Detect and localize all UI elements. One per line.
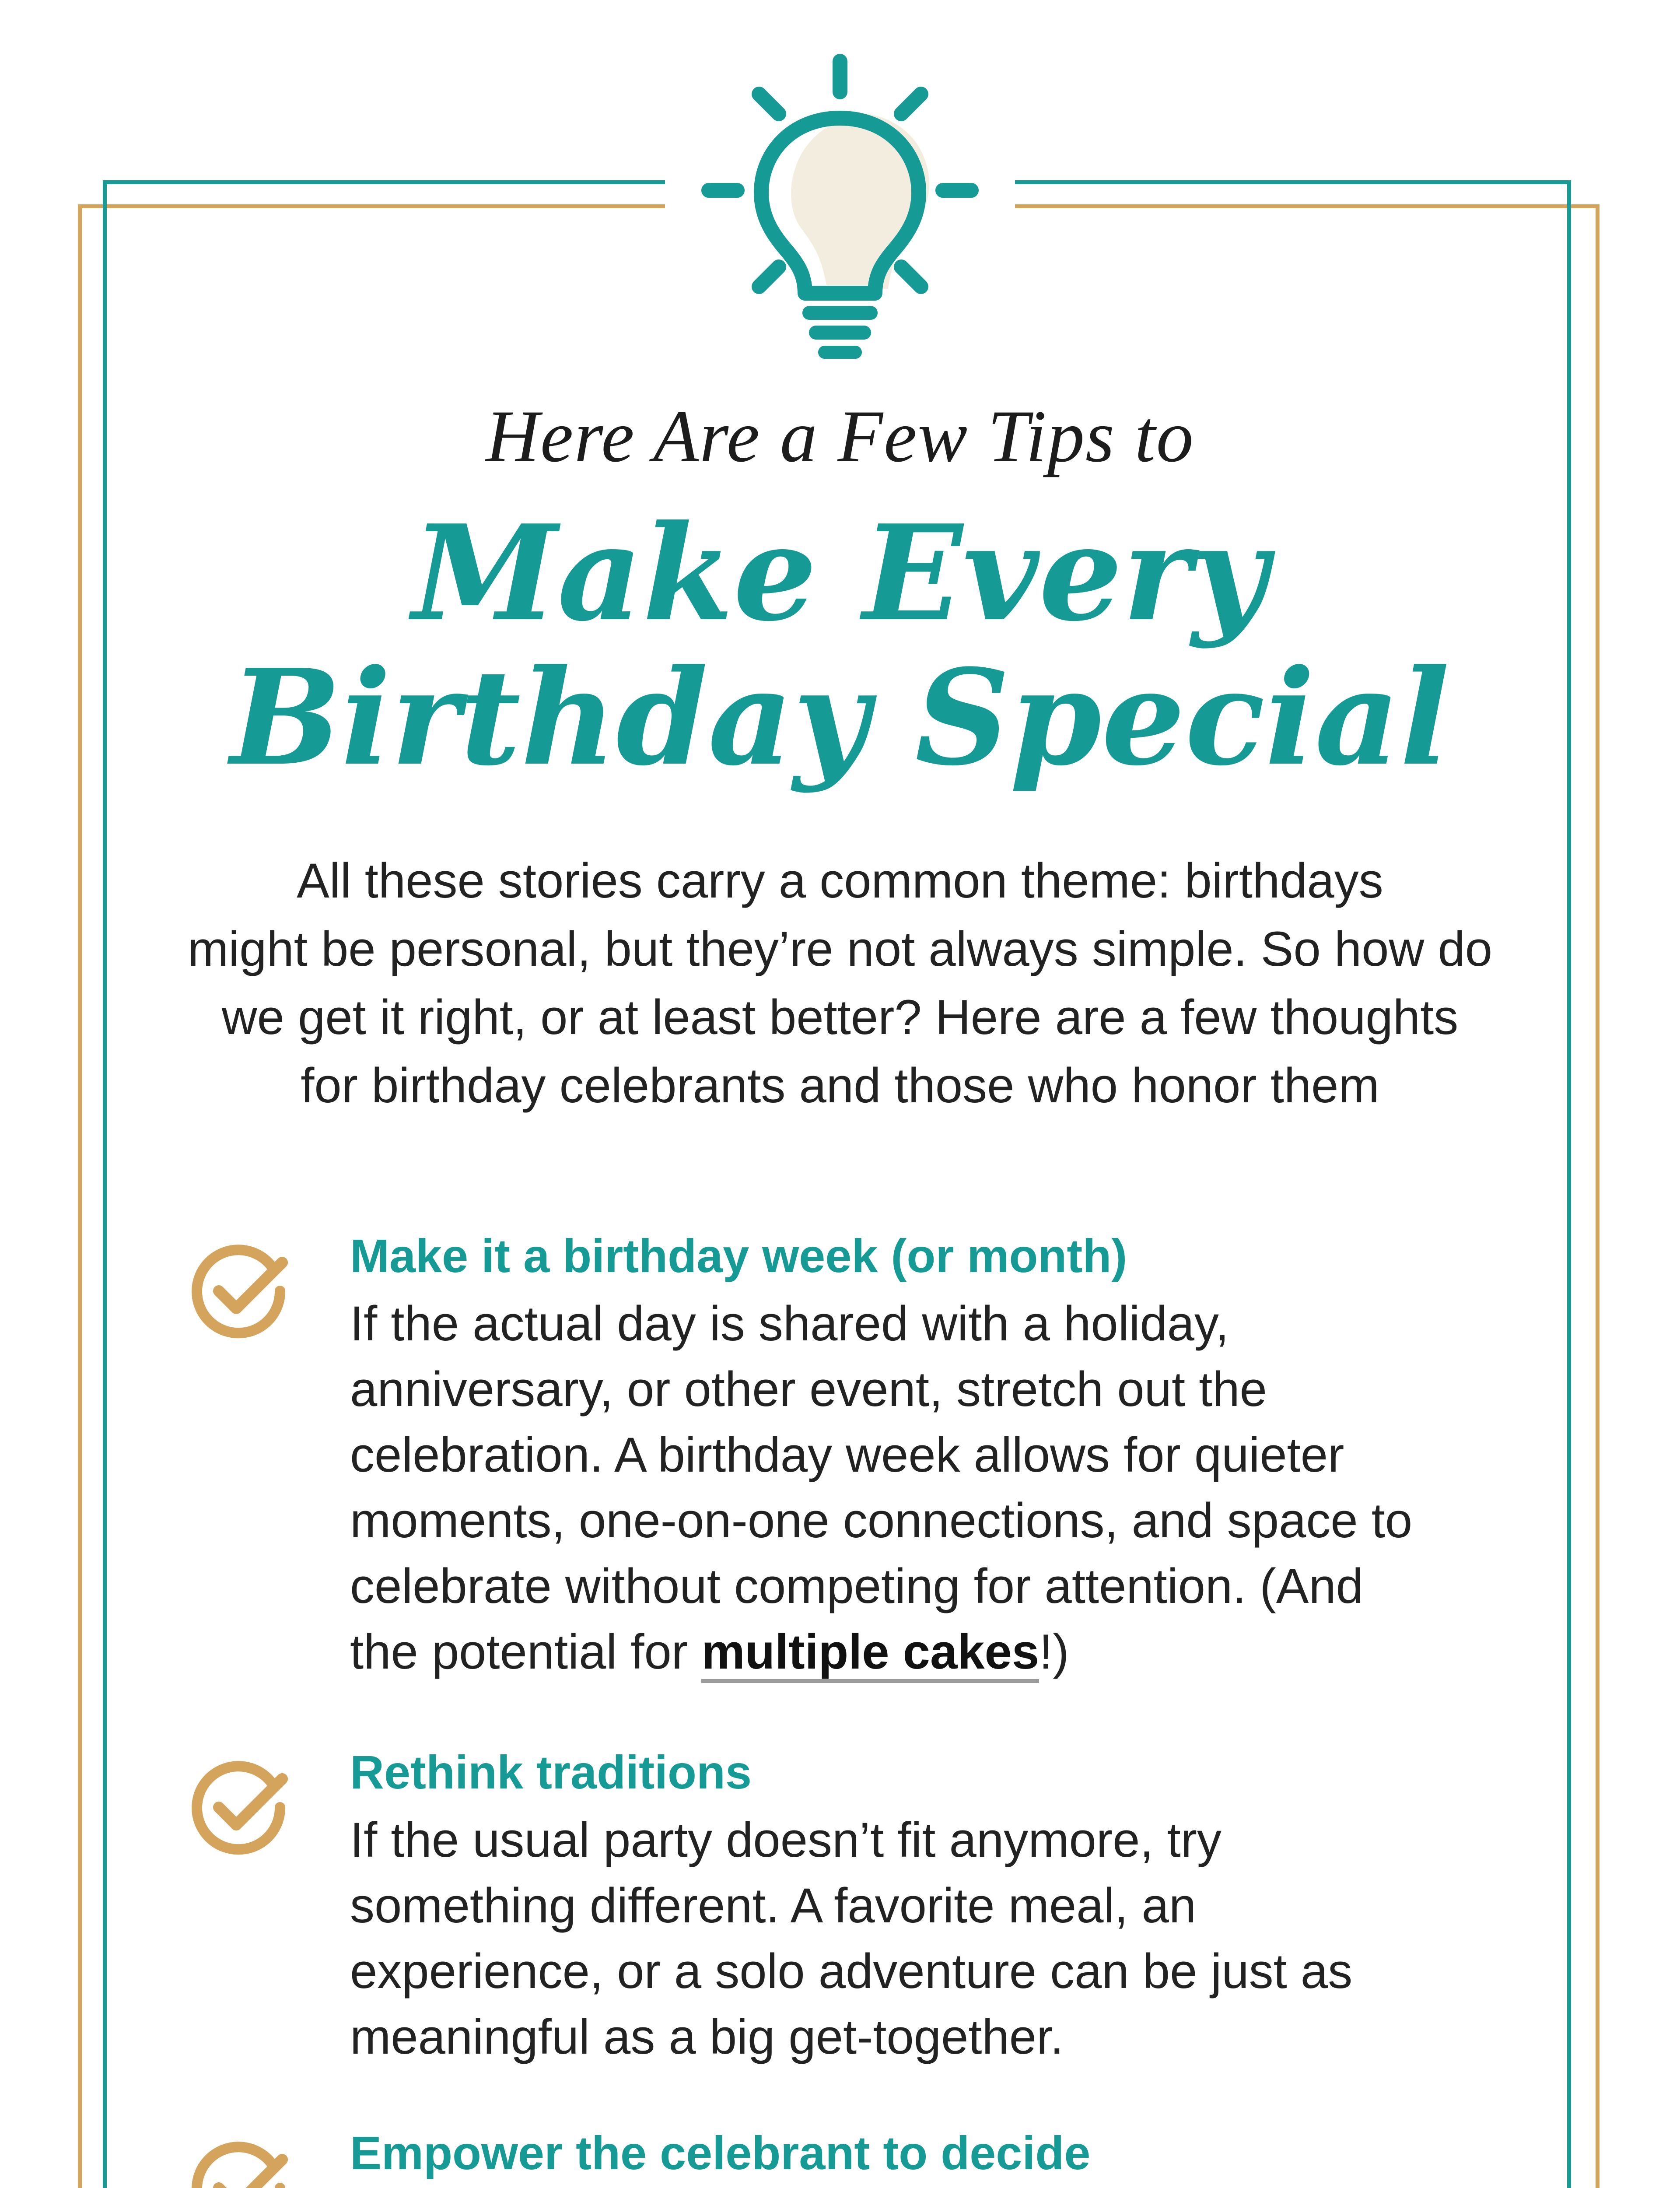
tip-body (350, 1807, 1531, 2070)
tip-line-suffix: !) (1039, 1624, 1069, 1679)
tip-line: If the actual day is shared with a holiday, (350, 1296, 1229, 1351)
intro-line: for birthday celebrants and those who honor them (301, 1058, 1379, 1113)
intro-line: might be personal, but they’re not always simple. So how do (187, 922, 1493, 976)
tip-line-last (350, 1619, 1531, 1685)
tip-line-prefix: the potential for (350, 1624, 702, 1679)
tip-line: moments, one-on-one connections, and space to (350, 1493, 1413, 1548)
page-subtitle: Here Are a Few Tips to (486, 395, 1194, 477)
tip-line: experience, or a solo adventure can be just as (350, 1944, 1353, 1999)
tip-line: anniversary, or other event, stretch out the (350, 1362, 1267, 1417)
tip-line: something different. A favorite meal, an (350, 1878, 1197, 1933)
intro-paragraph (140, 847, 1540, 1120)
checkmark-circle-icon (188, 1755, 293, 1860)
checkmark-circle-icon (188, 2135, 293, 2188)
page-title-line1: Make Every (412, 496, 1268, 650)
checkmark-circle-icon (188, 1238, 293, 1343)
page-title-line2: Birthday Special (230, 640, 1450, 795)
tip-line: If the usual party doesn’t fit anymore, try (350, 1813, 1222, 1867)
intro-line: All these stories carry a common theme: birthdays (297, 853, 1383, 908)
tip-line: celebrate without competing for attention. (And (350, 1559, 1364, 1613)
tip-title: Make it a birthday week (or month) (350, 1229, 1127, 1282)
tip-body (350, 1291, 1531, 1685)
lightbulb-icon (682, 44, 998, 359)
tip-line: celebration. A birthday week allows for quieter (350, 1427, 1344, 1482)
tip-line: meaningful as a big get-together. (350, 2009, 1064, 2064)
multiple-cakes-link[interactable]: multiple cakes (701, 1624, 1039, 1683)
intro-line: we get it right, or at least better? Here are a few thoughts (221, 990, 1459, 1045)
tip-title: Rethink traditions (350, 1746, 752, 1799)
tip-title: Empower the celebrant to decide (350, 2126, 1091, 2179)
